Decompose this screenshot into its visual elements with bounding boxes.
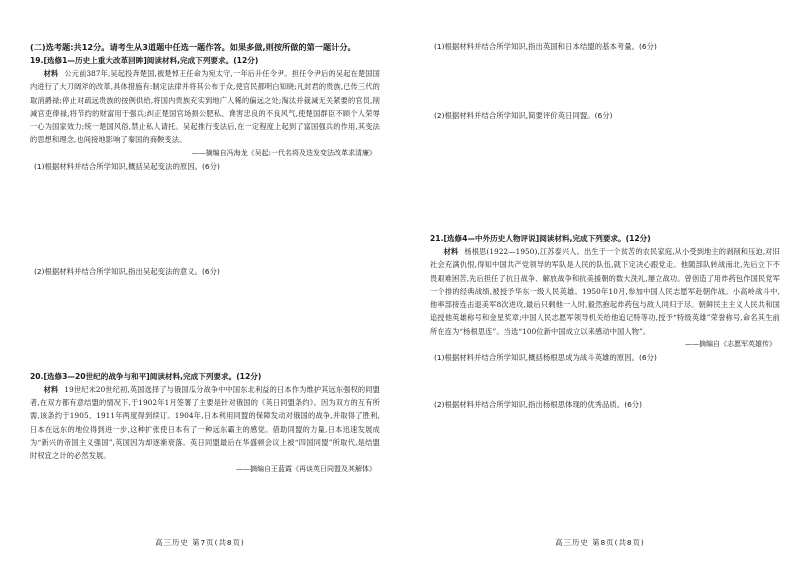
question-19-source: ——摘编自冯海龙《吴起:一代名将及迭发变法改革求清廉》 <box>191 148 376 157</box>
question-19 <box>30 54 380 278</box>
question-19-title: 19.[选修1—历史上重大改革回眸]阅读材料,完成下列要求。(12分) <box>30 56 259 65</box>
answer-space <box>430 122 780 232</box>
material-text: 公元前387年,吴起投奔楚国,被楚悼王任命为宛太守,一年后升任令尹。担任令尹后的吴起在楚国国内进行了大刀阔斧的改革,具体措施有:制定法律并将其公布于众,使官民都明白知晓;凡封君的贵族,已传三代的取消爵禄;停止对疏远贵族的按例供给,将国内贵族充实到地广人稀的偏远之处;淘汰并裁减无关紧要的官员,削减官吏俸禄,将节约的财富用于强兵;纠正楚国官场损公肥私、谗害忠良的不良风气,使楚国群臣不顾个人荣辱一心为国家效力;统一楚国风俗,禁止私人请托。吴起推行变法后,在一定程度上起到了富国强兵的作用,其变法的思想和理念,也间接地影响了秦国的商鞅变法。 <box>30 69 380 145</box>
page-footer-left: 高三历史 第7页(共8页) <box>155 538 245 547</box>
answer-space <box>430 364 780 398</box>
question-20-source: ——摘编自王蓝霞《再谈英日同盟及其解体》 <box>236 464 376 473</box>
material-text: 杨根思(1922—1950),江苏泰兴人。出生于一个贫苦的农民家庭,从小受到地主的剥削和压迫,对旧社会充满仇恨,得知中国共产党领导的军队是人民的队伍,就下定决心跟党走。他随部队转战南北,先后立下不畏艰难困苦,先后担任了抗日战争、解放战争和抗美援朝的数大洗礼,屡立战功。曾创造了用炸药包作国民党军一个排的经典战绩,被授予华东一级人民英雄。1950年10月,参加中国人民志愿军赴朝作战。小高岭战斗中,他率部接连击退美军8次进攻,最后只剩他一人时,毅然抱起炸药包与敌人同归于尽。朝鲜民主主义人民共和国追授他英雄称号和金星奖章;中国人民志愿军领导机关给他追记特等功,授予“特级英雄”荣誉称号,命名其生前所在连为“杨根思连”。当选“100位新中国成立以来感动中国人物”。 <box>430 247 780 336</box>
material-label: 材料 <box>443 247 459 256</box>
question-20-sub2: (2)根据材料并结合所学知识,简要评价英日同盟。(6分) <box>434 111 613 120</box>
material-text: 19世纪末20世纪初,英国选择了与俄国瓜分战争中中国东北利益的日本作为维护其远东强权的同盟者,在双方都有意结盟的情况下,于1902年1月签署了主要是针对俄国的《英日同盟条约》。因为双方的互有所需,该条约于1905、1911年两度得到续订。1904年,日本利用同盟的保障发动对俄国的战争,并取得了胜利,日本在远东的地位得到进一步,这种扩张使日本有了一种远东霸主的感觉。借助同盟的力量,日本迅速发展成为“新兴的帝国主义强国”,英国因为却逐渐衰落。英日同盟最后在华盛顿会议上被“四国同盟”所取代,是结盟时权宜之计的必然发展。 <box>30 384 380 461</box>
question-21-sub1: (1)根据材料并结合所学知识,概括杨根思成为战斗英雄的原因。(6分) <box>434 353 657 363</box>
question-21-material <box>430 245 780 338</box>
question-21-source: ——摘编自《志愿军英雄传》 <box>685 340 776 349</box>
question-21-title: 21.[选修4—中外历史人物评说]阅读材料,完成下列要求。(12分) <box>430 234 651 243</box>
section-header: (二)选考题:共12分。请考生从3道题中任选一题作答。如果多做,则按所做的第一题计分。 <box>30 42 356 52</box>
answer-space <box>30 278 380 370</box>
question-20-sub1: (1)根据材料并结合所学知识,指出英国和日本结盟的基本考量。(6分) <box>434 42 657 51</box>
material-label: 材料 <box>43 384 59 394</box>
answer-space <box>30 173 380 265</box>
page-footer-right: 高三历史 第8页(共8页) <box>555 538 645 547</box>
question-20 <box>30 370 380 476</box>
question-21 <box>430 232 780 411</box>
material-label: 材料 <box>43 69 59 78</box>
left-column <box>30 40 380 476</box>
question-20-title: 20.[选修3—20世纪的战争与和平]阅读材料,完成下列要求。(12分) <box>30 371 262 381</box>
right-column <box>430 40 780 411</box>
question-21-sub2: (2)根据材料并结合所学知识,指出杨根思体现的优秀品质。(6分) <box>434 400 643 410</box>
question-20-material <box>30 383 380 463</box>
question-19-material <box>30 67 380 147</box>
right-page <box>400 0 800 566</box>
question-19-sub1: (1)根据材料并结合所学知识,概括吴起变法的原因。(6分) <box>34 161 220 171</box>
answer-space <box>430 53 780 109</box>
question-19-sub2: (2)根据材料并结合所学知识,指出吴起变法的意义。(6分) <box>34 266 220 276</box>
